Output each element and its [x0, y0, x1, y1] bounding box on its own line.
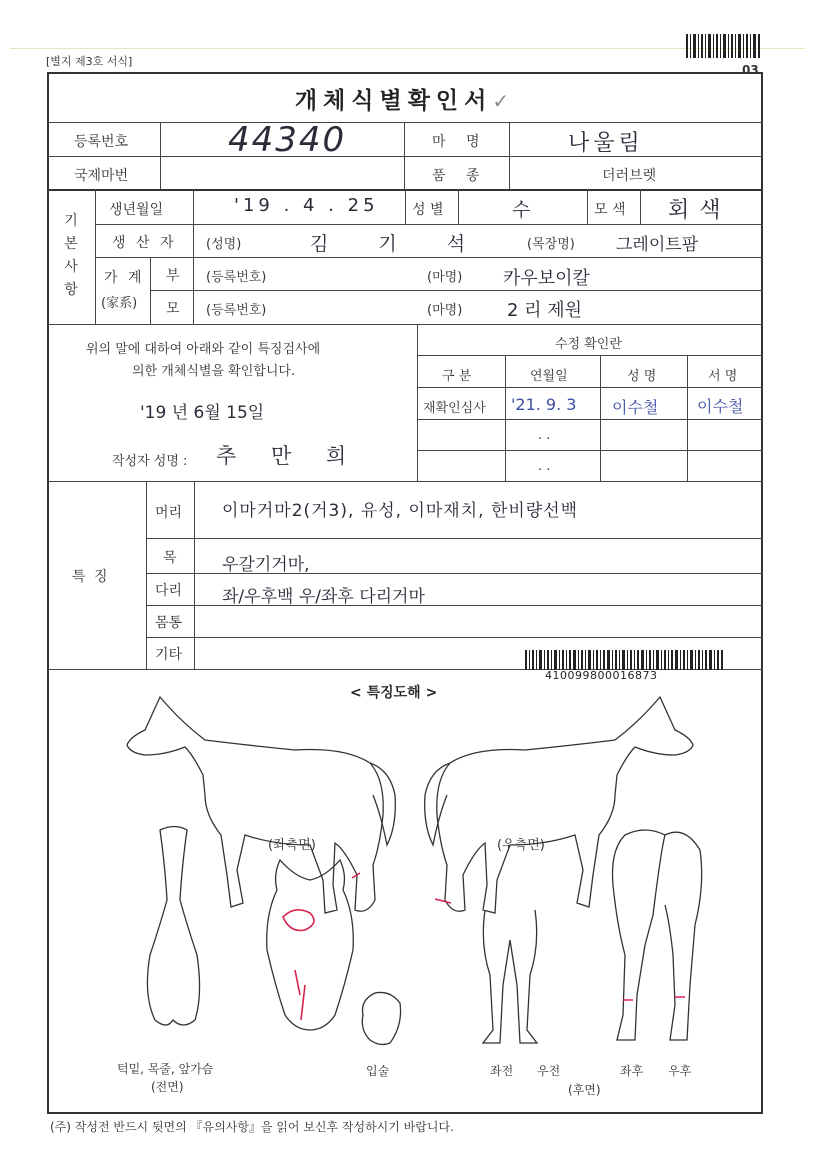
left-side-horse: [127, 697, 395, 913]
feature-barcode: [525, 650, 725, 670]
dam-name-label: (마명): [427, 303, 463, 318]
neck-value: 우갈기거마,: [222, 555, 310, 575]
rule: [160, 122, 161, 189]
revision-row-sign: 이수철: [697, 397, 744, 416]
right-side-horse: [425, 697, 693, 913]
rule: [587, 189, 588, 224]
horse-name-label: 마 명: [432, 134, 488, 150]
rule: [95, 189, 96, 324]
farm-label: (목장명): [527, 237, 575, 252]
lips-caption: 입술: [366, 1064, 390, 1078]
birth-label: 생년월일: [109, 202, 164, 218]
breed-value: 더러브렛: [602, 168, 657, 184]
basic-section-label: 기 본 사 항: [64, 213, 78, 298]
birth-value: '19 . 4 . 25: [234, 195, 379, 216]
color-value: 회색: [668, 198, 731, 223]
revision-row-name: 이수철: [612, 398, 659, 417]
front-legs-view: [483, 910, 537, 1043]
breed-label: 품 종: [432, 168, 488, 184]
rule: [150, 257, 151, 324]
rule: [640, 189, 641, 224]
rule: [417, 387, 763, 388]
reg-no-label: 등록번호: [74, 134, 129, 150]
front-right-caption: 우전: [537, 1064, 561, 1078]
sire-reg-label: (등록번호): [206, 270, 267, 285]
barcode-number: 410099800016873: [545, 669, 658, 682]
front-caption2: (전면): [151, 1080, 184, 1094]
lips-view: [362, 992, 400, 1044]
rule: [150, 290, 763, 291]
pedigree-hanja: (家系): [101, 296, 138, 311]
sex-label: 성 별: [412, 202, 444, 218]
head-front-view: [267, 860, 354, 1030]
farm-value: 그레이트팜: [616, 235, 699, 255]
head-label: 머리: [155, 505, 183, 521]
author-label: 작성자 성명 :: [112, 454, 188, 469]
rule: [417, 355, 763, 356]
rule: [687, 355, 688, 481]
rule: [509, 122, 510, 189]
rule: [600, 355, 601, 481]
pedigree-label: 가 계: [104, 270, 145, 286]
page-number: 03: [742, 63, 759, 77]
revision-col-date: 연월일: [530, 369, 568, 384]
dam-label: 모: [166, 301, 180, 317]
rule: [193, 189, 194, 324]
rule: [47, 156, 763, 157]
legs-value: 좌/우후백 우/좌후 다리거마: [222, 587, 425, 607]
revision-row-date: . .: [538, 459, 551, 474]
dam-name-value: 2 리 제원: [507, 300, 583, 321]
rule: [194, 481, 195, 669]
intl-no-label: 국제마번: [74, 168, 129, 184]
rule: [405, 189, 406, 224]
rule: [47, 122, 763, 123]
body-label: 몸통: [155, 615, 183, 631]
producer-name-label: (성명): [206, 237, 242, 252]
rule: [505, 355, 506, 481]
footer-note: (주) 작성전 반드시 뒷면의 『유의사항』을 읽어 보신후 작성하시기 바랍니다.: [50, 1120, 454, 1134]
right-side-caption: (우측면): [497, 838, 545, 853]
revision-row-date: . .: [538, 428, 551, 443]
producer-label: 생 산 자: [112, 235, 177, 251]
sex-value: 수: [512, 199, 531, 221]
legs-label: 다리: [155, 583, 183, 599]
reg-no-value: 44340: [228, 120, 347, 160]
rule: [404, 122, 405, 189]
statement-line1: 위의 말에 대하여 아래와 같이 특징검사에: [86, 342, 321, 357]
sire-name-label: (마명): [427, 270, 463, 285]
front-neck-view: [147, 827, 199, 1026]
left-side-caption: (좌측면): [268, 838, 316, 853]
features-section-label: 특 징: [72, 569, 110, 585]
color-label: 모 색: [594, 202, 626, 218]
rule: [95, 224, 763, 225]
sire-name-value: 카우보이칼: [503, 268, 590, 289]
document-title: 개체식별확인서✓: [294, 88, 516, 114]
revision-col-name: 성 명: [627, 369, 657, 384]
rule: [458, 189, 459, 224]
rule: [47, 481, 763, 482]
neck-label: 목: [163, 550, 177, 566]
revision-title: 수정 확인란: [555, 337, 622, 352]
confirm-date: '19 년 6월 15일: [140, 403, 265, 423]
top-barcode: [686, 34, 762, 58]
rule: [417, 419, 763, 420]
form-reference: [별지 제3호 서식]: [46, 55, 133, 68]
diagram-title: < 특징도해 >: [350, 685, 438, 701]
rear-view: [613, 830, 702, 1040]
rule: [95, 257, 763, 258]
front-caption: 턱밑, 목줄, 앞가슴: [117, 1062, 214, 1076]
front-left-caption: 좌전: [490, 1064, 514, 1078]
rule: [146, 538, 763, 539]
rule: [146, 637, 763, 638]
dam-reg-label: (등록번호): [206, 303, 267, 318]
rear-left-caption: 좌후: [620, 1064, 644, 1078]
rule: [47, 324, 763, 325]
author-value: 추 만 희: [216, 444, 361, 468]
rule: [146, 481, 147, 669]
rear-caption: (후면): [568, 1083, 601, 1097]
other-label: 기타: [155, 647, 183, 663]
revision-row-type: 재확인심사: [423, 401, 486, 416]
sire-label: 부: [166, 268, 180, 284]
rear-right-caption: 우후: [668, 1064, 692, 1078]
rule: [417, 324, 418, 481]
producer-name-value: 김 기 석: [310, 233, 488, 255]
horse-name-value: 나울림: [568, 131, 644, 156]
head-value: 이마거마2(거3), 유성, 이마재치, 한비량선백: [222, 501, 579, 521]
statement-line2: 의한 개체식별을 확인합니다.: [132, 364, 296, 379]
revision-row-date: '21. 9. 3: [511, 395, 577, 414]
revision-col-type: 구 분: [442, 369, 472, 384]
rule: [417, 450, 763, 451]
revision-col-sign: 서 명: [708, 369, 738, 384]
horse-diagram: [105, 685, 725, 1105]
